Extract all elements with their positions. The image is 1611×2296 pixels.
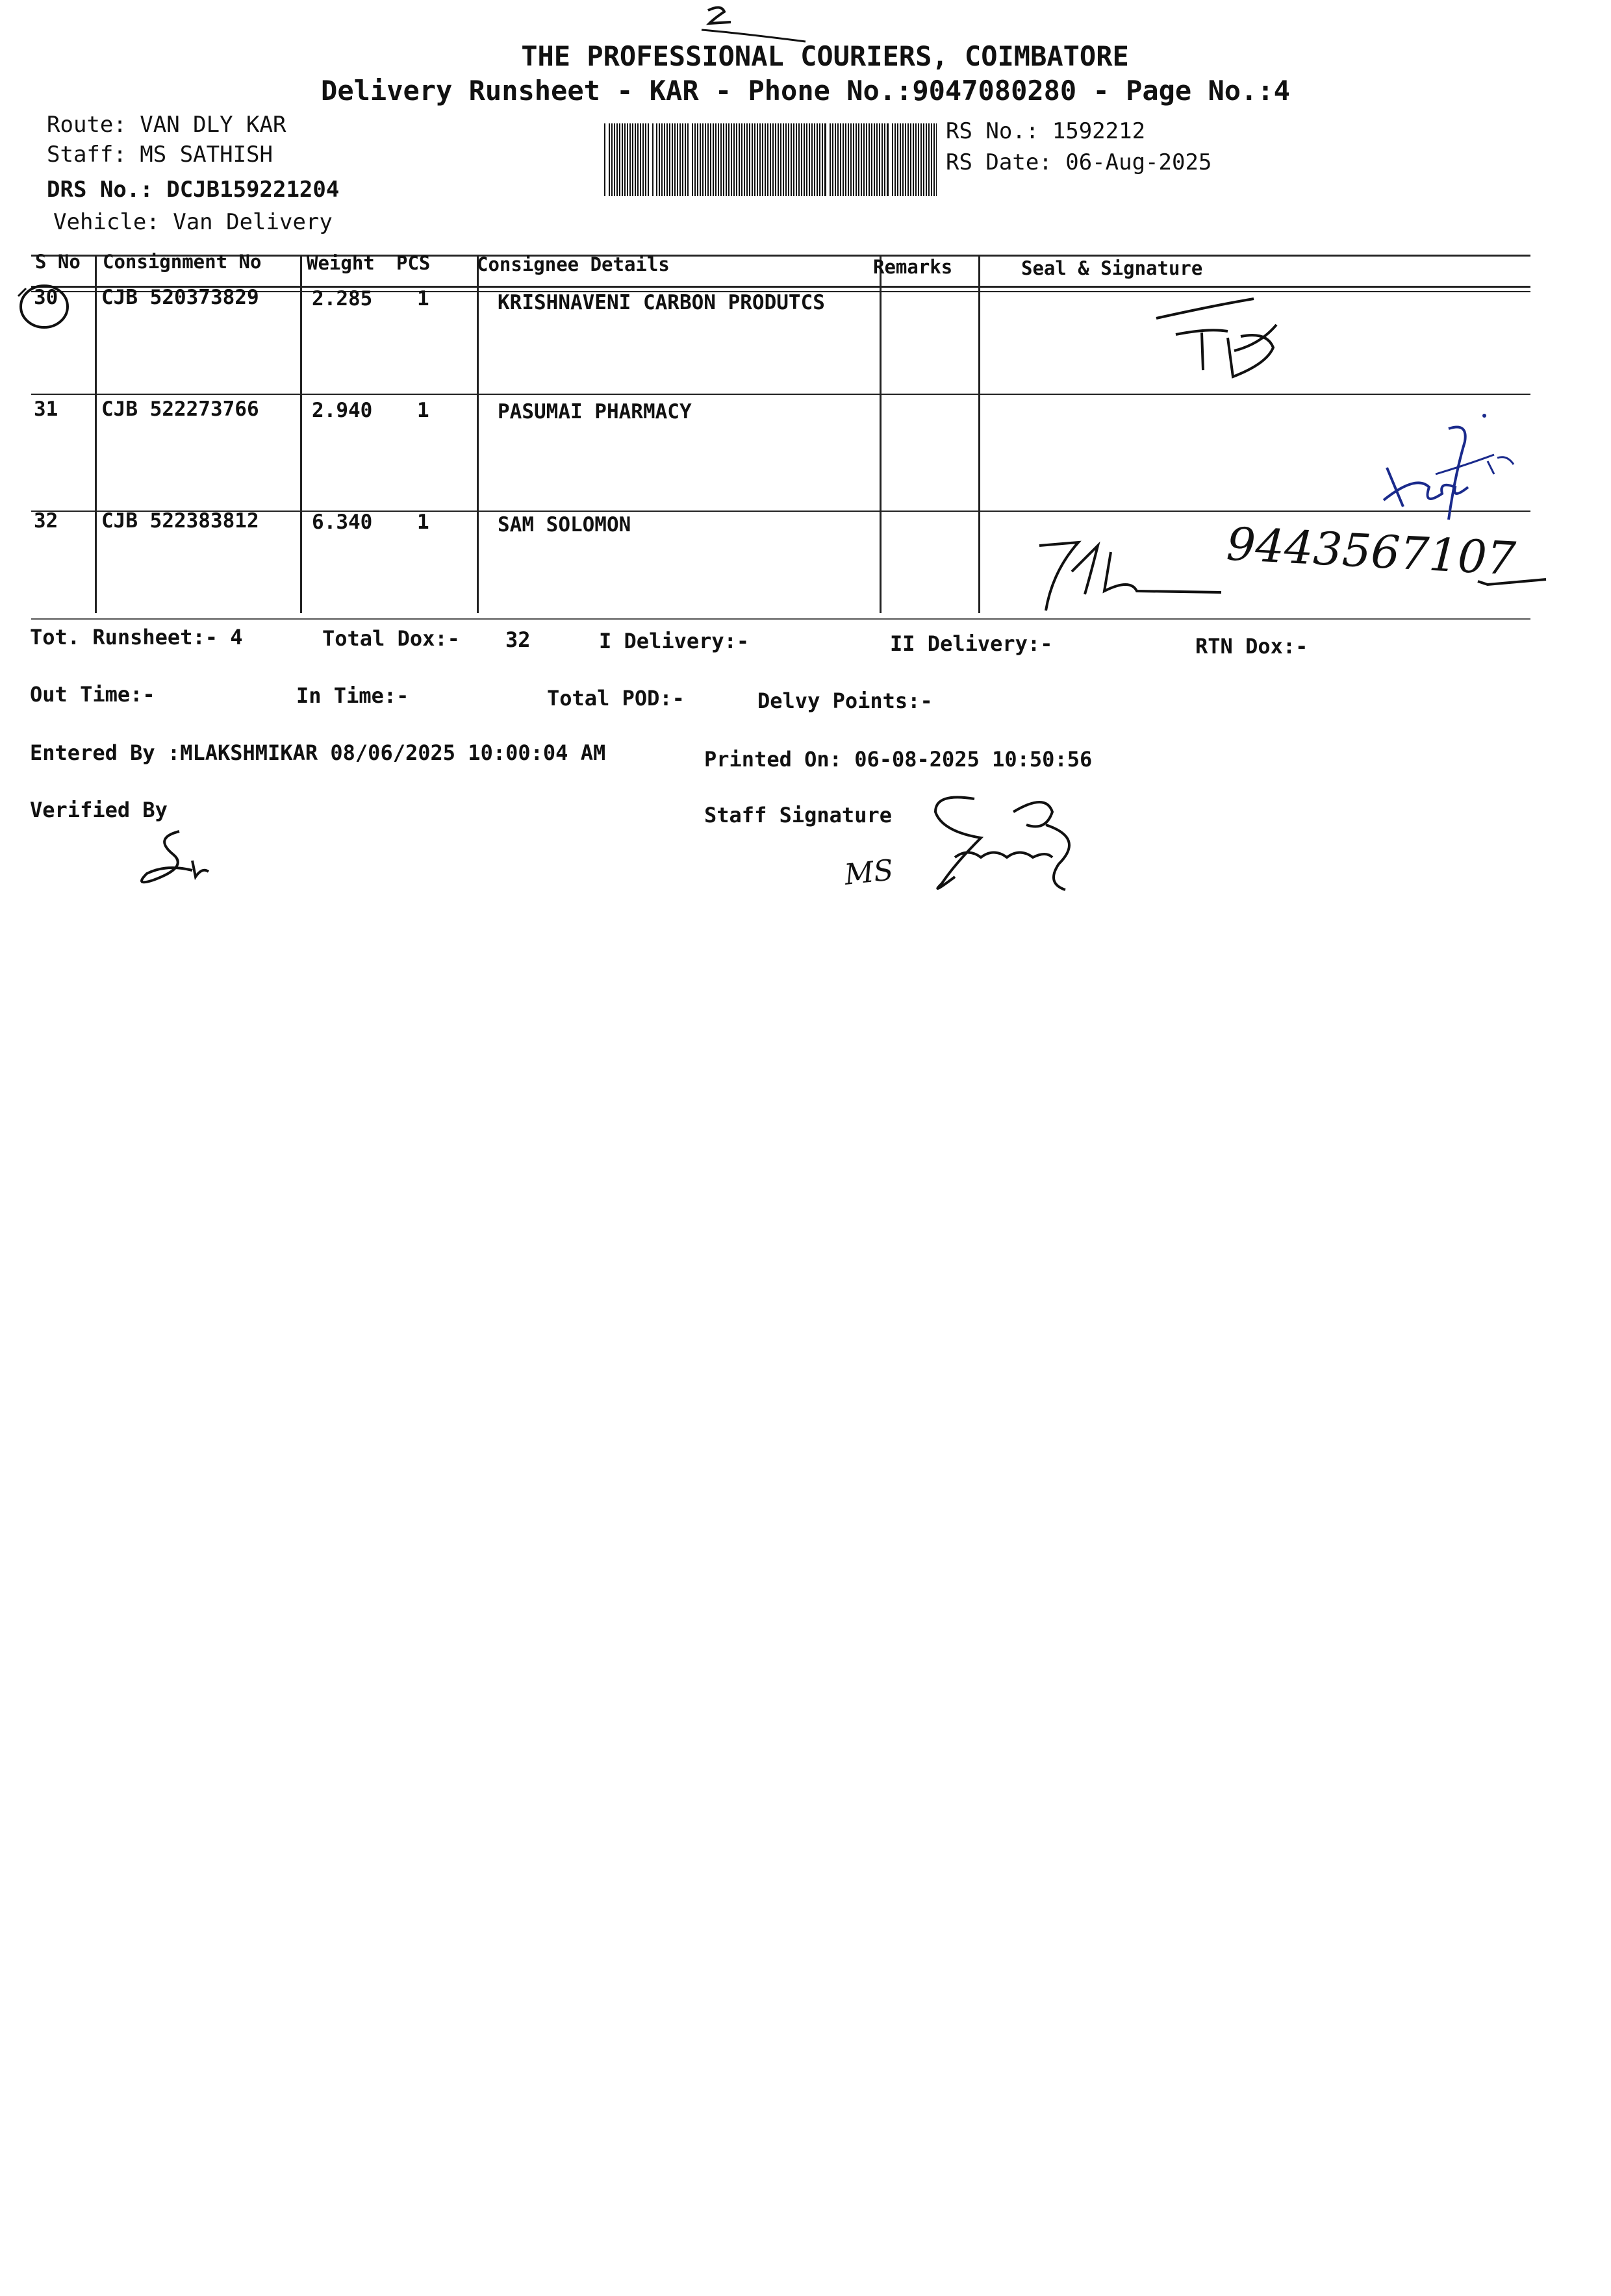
staff-signature (916, 786, 1091, 896)
rs-number: RS No.: 1592212 (946, 118, 1146, 144)
col-header-consignment: Consignment No (103, 251, 262, 273)
handwritten-phone-tail (1475, 572, 1553, 598)
row-weight: 2.285 (312, 287, 373, 310)
first-delivery: I Delivery:- (599, 629, 750, 653)
barcode (604, 123, 937, 196)
total-dox-value: 32 (505, 627, 531, 652)
company-title: THE PROFESSIONAL COURIERS, COIMBATORE (521, 40, 1129, 72)
row-consignment: CJB 520373829 (101, 286, 259, 309)
staff-initials: MS (843, 853, 895, 892)
receiver-signature-2 (1377, 403, 1520, 533)
handwritten-circle-mark (13, 277, 71, 335)
row-pcs: 1 (417, 511, 429, 534)
runsheet-subtitle: Delivery Runsheet - KAR - Phone No.:9047080280 - Page No.:4 (321, 75, 1290, 107)
drs-number: DRS No.: DCJB159221204 (47, 177, 340, 203)
staff-info: Staff: MS SATHISH (47, 142, 273, 168)
row-pcs: 1 (417, 399, 429, 422)
rs-date: RS Date: 06-Aug-2025 (946, 149, 1212, 175)
row-pcs: 1 (417, 287, 429, 310)
row-sno: 31 (34, 397, 58, 421)
row-sno: 32 (34, 509, 58, 533)
row-consignment: CJB 522273766 (101, 397, 259, 421)
total-pod: Total POD:- (547, 686, 685, 711)
out-time: Out Time:- (30, 682, 155, 707)
delivery-points: Delvy Points:- (757, 688, 933, 713)
col-header-pcs: PCS (396, 252, 431, 274)
route-info: Route: VAN DLY KAR (47, 112, 286, 138)
total-runsheet: Tot. Runsheet:- 4 (30, 625, 243, 650)
col-header-weight: Weight (307, 252, 375, 274)
verifier-signature (127, 825, 218, 896)
printed-on: Printed On: 06-08-2025 10:50:56 (704, 747, 1093, 772)
second-delivery: II Delivery:- (890, 631, 1053, 656)
in-time: In Time:- (296, 683, 409, 708)
receiver-signature-3 (1026, 533, 1241, 617)
col-header-remarks: Remarks (873, 256, 953, 278)
col-header-sno: S No (35, 251, 81, 273)
vehicle-info: Vehicle: Van Delivery (53, 209, 333, 235)
rtn-dox: RTN Dox:- (1195, 634, 1308, 659)
row-consignment: CJB 522383812 (101, 509, 259, 533)
col-header-consignee: Consignee Details (477, 253, 670, 275)
row-consignee: SAM SOLOMON (498, 513, 631, 536)
total-dox-label: Total Dox:- (322, 626, 460, 651)
row-consignee: PASUMAI PHARMACY (498, 400, 692, 423)
receiver-signature-1 (1150, 286, 1312, 383)
row-consignee: KRISHNAVENI CARBON PRODUTCS (498, 291, 825, 314)
row-weight: 6.340 (312, 511, 373, 534)
entered-by: Entered By :MLAKSHMIKAR 08/06/2025 10:00:04 AM (30, 740, 606, 765)
row-weight: 2.940 (312, 399, 373, 422)
staff-signature-label: Staff Signature (704, 803, 892, 827)
verified-by-label: Verified By (30, 798, 168, 822)
handwritten-phone-number: 9443567107 (1225, 517, 1517, 586)
row-sno: 30 (34, 286, 58, 309)
handwritten-page-mark (695, 4, 812, 43)
col-header-seal-signature: Seal & Signature (1021, 257, 1203, 279)
